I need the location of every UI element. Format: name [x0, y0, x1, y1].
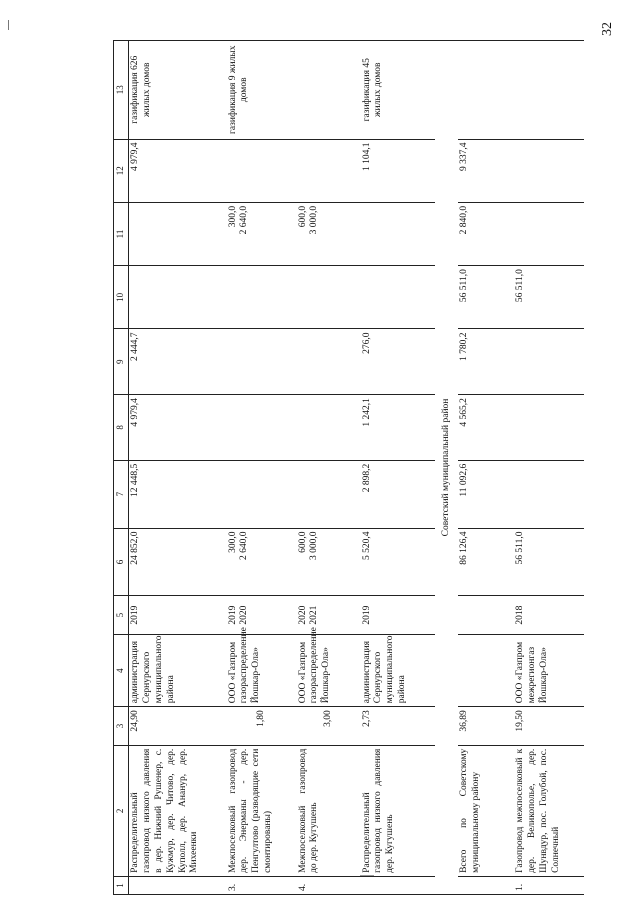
margin-mark: [8, 20, 9, 30]
year: 2020: [297, 605, 308, 625]
row-number: 3.: [227, 876, 297, 894]
col-header: 7: [114, 460, 129, 528]
row-number: [361, 876, 435, 894]
result-note: газификация 626 жилых домов: [129, 41, 227, 140]
c6-cell: [297, 528, 361, 596]
value: 600,0: [297, 531, 308, 553]
c11-cell: [514, 202, 584, 265]
value: 12 448,5: [130, 463, 140, 497]
c10-cell: [227, 266, 297, 329]
owner: [458, 634, 514, 706]
c6-cell: 56 511,0: [514, 528, 584, 596]
c11-cell: [361, 202, 435, 265]
c8-cell: [129, 395, 227, 461]
result-note: [297, 41, 361, 140]
col-header: 3: [114, 707, 129, 745]
section-row: [435, 41, 459, 895]
value: 300,0: [227, 531, 238, 553]
value: 24 852,0: [130, 531, 140, 565]
row-number: 1.: [514, 876, 584, 894]
col-header: 12: [114, 139, 129, 202]
total-c8: 4 565,2: [458, 395, 514, 461]
length-km: 19,50: [514, 707, 584, 745]
c8-cell: [227, 395, 297, 461]
object-name: Газопровод межпоселковый к дер. Великополье, дер. Шунвдур, пос. Голубой, пос. Солнечный: [514, 745, 584, 876]
length-km: 3,00: [297, 707, 361, 745]
table-row: [227, 41, 297, 895]
c11-cell: [129, 202, 227, 265]
result-note: газификация 45 жилых домов: [361, 41, 435, 140]
col-header: 9: [114, 329, 129, 395]
owner: ООО «Газпром межрегионгаз Йошкар-Ола»: [514, 634, 584, 706]
year: 2019: [361, 605, 372, 625]
owner: ООО «Газпром газораспределение Йошкар-Ола»: [297, 634, 361, 706]
total-name: Всего по Советскому муниципальному району: [458, 745, 514, 876]
c9-cell: [297, 329, 361, 395]
col-header: 1: [114, 876, 129, 894]
value: 3 000,0: [309, 531, 320, 561]
c12-cell: [514, 139, 584, 202]
c9-cell: [129, 329, 227, 395]
col-header: 10: [114, 266, 129, 329]
value: 1 242,1: [361, 398, 372, 427]
value: 2 444,7: [130, 332, 140, 361]
col-header: 11: [114, 202, 129, 265]
table-row: [129, 41, 227, 895]
header-row: [114, 41, 129, 895]
result-note: [514, 41, 584, 140]
rotated-table-container: [113, 40, 598, 895]
total-c7: 11 092,6: [458, 460, 514, 528]
c8-cell: [361, 395, 435, 461]
col-header: 6: [114, 528, 129, 596]
c8-cell: [297, 395, 361, 461]
year: 2019: [130, 605, 140, 625]
total-c10: 56 511,0: [458, 266, 514, 329]
row-number: [129, 876, 227, 894]
col-header: 13: [114, 41, 129, 140]
c12-cell: [361, 139, 435, 202]
value: 4 979,4: [130, 142, 140, 172]
table-row: [514, 41, 584, 895]
c7-cell: [514, 460, 584, 528]
c11-cell: [297, 202, 361, 265]
c8-cell: [514, 395, 584, 461]
c7-cell: [227, 460, 297, 528]
value: 1 104,1: [361, 142, 372, 172]
c11-cell: [227, 202, 297, 265]
col-header: 4: [114, 634, 129, 706]
total-c9: 1 780,2: [458, 329, 514, 395]
years-cell: [458, 596, 514, 634]
total-c12: 9 337,4: [458, 139, 514, 202]
year: 2018: [514, 596, 584, 634]
value: 4 979,4: [130, 398, 140, 427]
c6-cell: [227, 528, 297, 596]
length-km: 2,73: [361, 707, 435, 745]
length-km: 1,80: [227, 707, 297, 745]
table-row: [361, 41, 435, 895]
col-header: 2: [114, 745, 129, 876]
c10-cell: [129, 266, 227, 329]
value: 2 898,2: [361, 463, 372, 493]
c7-cell: [129, 460, 227, 528]
object-name: Распределительный газопровод низкого давления дер. Кугушень: [361, 745, 435, 876]
c6-cell: [361, 528, 435, 596]
years-cell: [129, 596, 227, 634]
total-c6: 86 126,4: [458, 528, 514, 596]
c7-cell: [297, 460, 361, 528]
table-row: [297, 41, 361, 895]
object-name: Межпоселковый газопровод до дер. Кугушень: [297, 745, 361, 876]
total-row: [458, 41, 514, 895]
gas-pipeline-table: [113, 40, 584, 895]
value: 2 640,0: [239, 205, 250, 235]
c10-cell: 56 511,0: [514, 266, 584, 329]
col-header: 8: [114, 395, 129, 461]
col-header: 5: [114, 596, 129, 634]
value: 300,0: [227, 205, 238, 228]
object-name: Распределительный газопровод низкого давления в дер. Нижний Рушенер, с. Кужмур, дер. Читово, дер. Куполл, дер. Ананур, дер. Михеенки: [129, 745, 227, 876]
c12-cell: [297, 139, 361, 202]
length-km: 24,90: [129, 707, 227, 745]
year: 2019: [227, 605, 238, 625]
c12-cell: [129, 139, 227, 202]
result-note: газификация 9 жилых домов: [227, 41, 297, 140]
value: 2 640,0: [239, 531, 250, 561]
row-number: [458, 876, 514, 894]
total-c11: 2 840,0: [458, 202, 514, 265]
c9-cell: [227, 329, 297, 395]
c7-cell: [361, 460, 435, 528]
owner: администрация Сернурского муниципального района: [361, 634, 435, 706]
years-cell: [361, 596, 435, 634]
page-number: 32: [600, 22, 615, 36]
c9-cell: [514, 329, 584, 395]
value: 276,0: [361, 332, 372, 354]
row-number: 4.: [297, 876, 361, 894]
total-length: 36,89: [458, 707, 514, 745]
result-note: [458, 41, 514, 140]
years-cell: [297, 596, 361, 634]
value: 5 520,4: [361, 531, 372, 561]
section-title: Советский муниципальный район: [435, 41, 459, 895]
years-cell: [227, 596, 297, 634]
c9-cell: [361, 329, 435, 395]
c6-cell: [129, 528, 227, 596]
value: 3 000,0: [309, 205, 320, 235]
owner: ООО «Газпром газораспределение Йошкар-Ола»: [227, 634, 297, 706]
c12-cell: [227, 139, 297, 202]
value: 600,0: [297, 205, 308, 228]
year: 2020: [239, 605, 250, 625]
year: 2021: [309, 605, 320, 625]
c10-cell: [361, 266, 435, 329]
c10-cell: [297, 266, 361, 329]
object-name: Межпоселковый газопровод дер. Энерманы - дер. Пенгултово (разводящие сети смонтированы): [227, 745, 297, 876]
owner: администрация Сернурского муниципального района: [129, 634, 227, 706]
